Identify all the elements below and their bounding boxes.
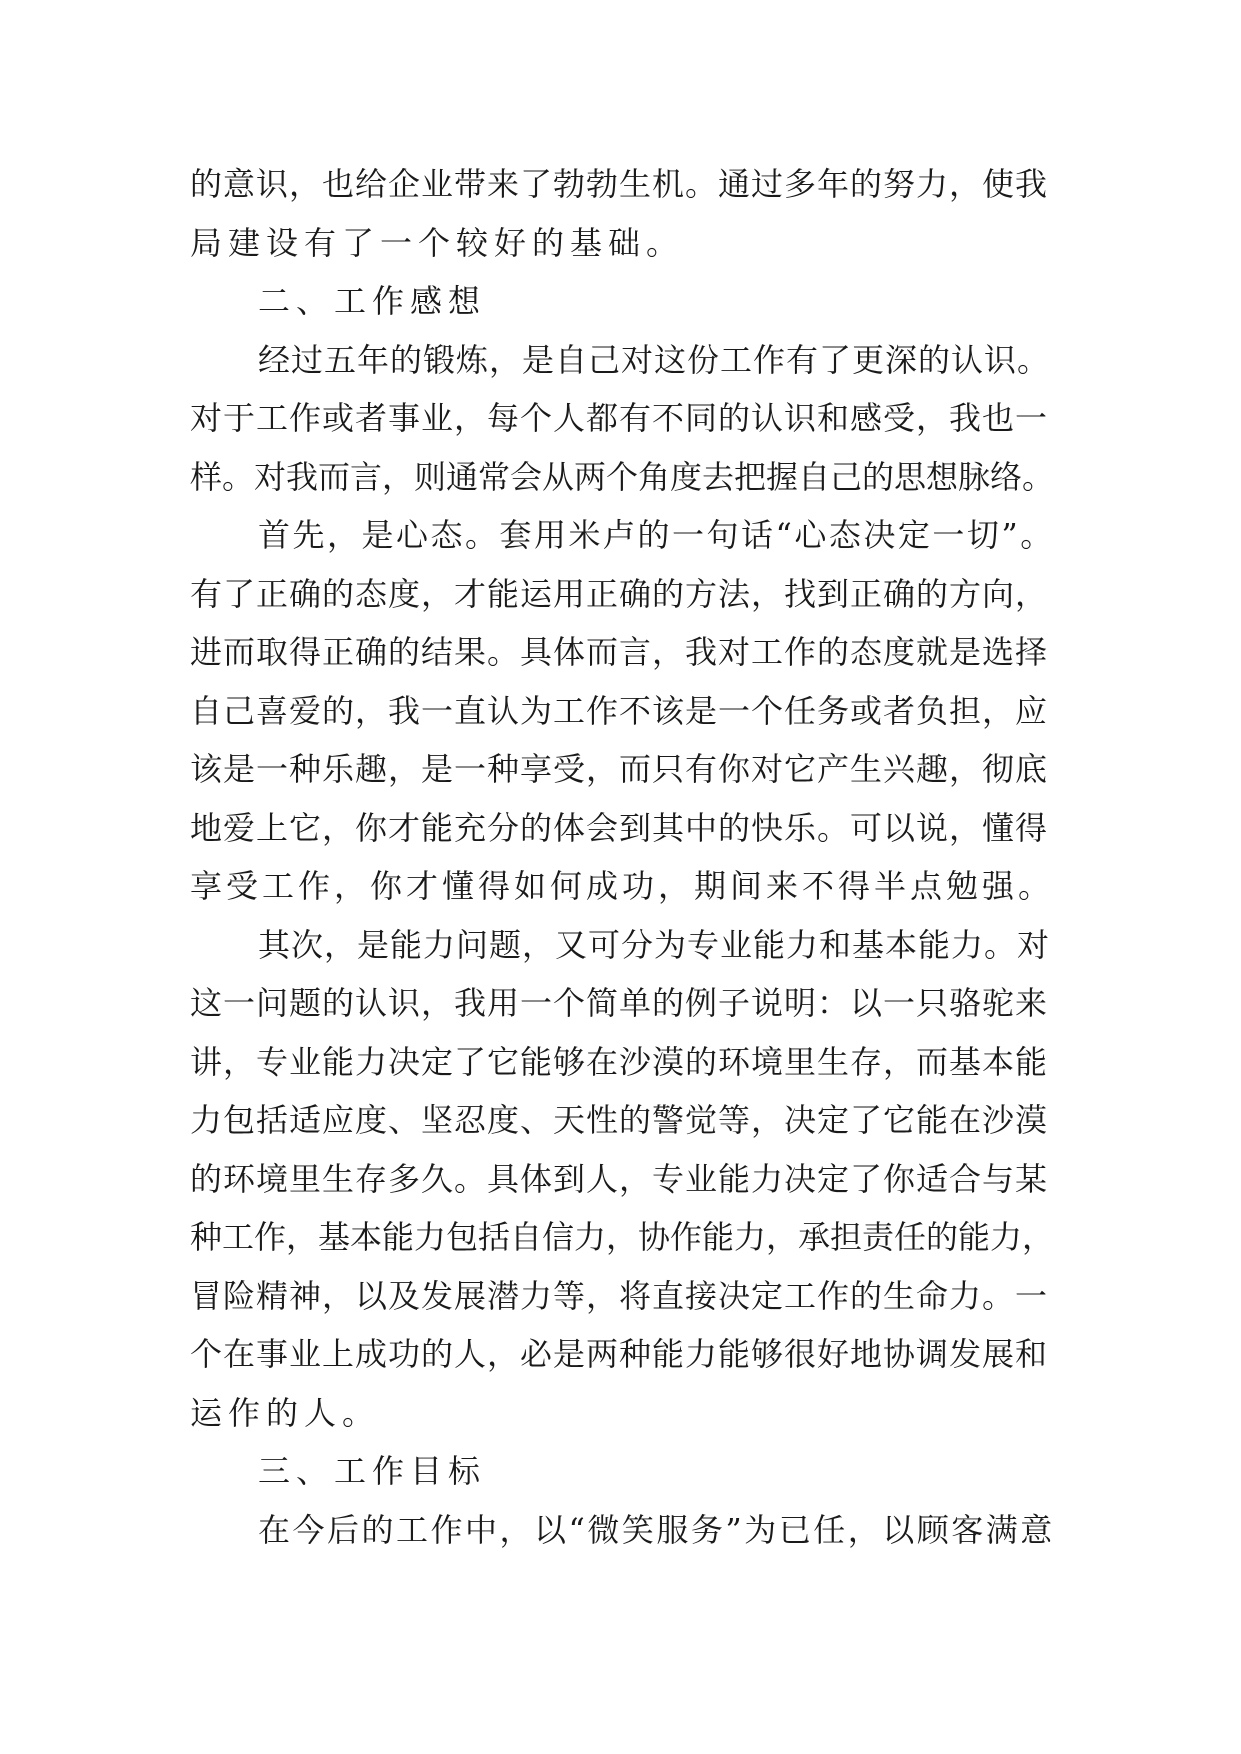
text-line: 的意识，也给企业带来了勃勃生机。通过多年的努力，使我 bbox=[190, 165, 1049, 203]
text-line: 力包括适应度、坚忍度、天性的警觉等，决定了它能在沙漠 bbox=[190, 1101, 1049, 1139]
text-line: 讲，专业能力决定了它能够在沙漠的环境里生存，而基本能 bbox=[190, 1042, 1049, 1081]
text-line: 经过五年的锻炼，是自己对这份工作有了更深的认识。 bbox=[258, 340, 1051, 379]
text-line: 其次，是能力问题，又可分为专业能力和基本能力。对 bbox=[258, 925, 1051, 964]
text-line: 有了正确的态度，才能运用正确的方法，找到正确的方向， bbox=[190, 574, 1049, 613]
text-line: 二、工作感想 bbox=[258, 282, 487, 320]
text-line: 这一问题的认识，我用一个简单的例子说明：以一只骆驼来 bbox=[190, 984, 1049, 1022]
text-line: 进而取得正确的结果。具体而言，我对工作的态度就是选择 bbox=[190, 633, 1049, 671]
text-line: 该是一种乐趣，是一种享受，而只有你对它产生兴趣，彻底 bbox=[190, 750, 1049, 788]
body-text bbox=[190, 155, 1060, 1559]
text-line: 在今后的工作中，以“微笑服务”为已任，以顾客满意 bbox=[258, 1510, 1055, 1549]
text-line: 三、工作目标 bbox=[258, 1452, 487, 1490]
text-line: 冒险精神，以及发展潜力等，将直接决定工作的生命力。一 bbox=[190, 1276, 1049, 1315]
text-line: 首先，是心态。套用米卢的一句话“心态决定一切”。 bbox=[258, 516, 1055, 554]
text-line: 享受工作，你才懂得如何成功，期间来不得半点勉强。 bbox=[190, 867, 1055, 905]
text-line: 运作的人。 bbox=[190, 1393, 381, 1432]
text-line: 样。对我而言，则通常会从两个角度去把握自己的思想脉络。 bbox=[190, 457, 1055, 496]
text-line: 对于工作或者事业，每个人都有不同的认识和感受，我也一 bbox=[190, 399, 1049, 437]
text-line: 局建设有了一个较好的基础。 bbox=[190, 223, 685, 262]
text-line: 的环境里生存多久。具体到人，专业能力决定了你适合与某 bbox=[190, 1159, 1049, 1198]
text-line: 种工作，基本能力包括自信力，协作能力，承担责任的能力， bbox=[190, 1218, 1055, 1256]
text-line: 自己喜爱的，我一直认为工作不该是一个任务或者负担，应 bbox=[190, 691, 1049, 730]
text-line: 个在事业上成功的人，必是两种能力能够很好地协调发展和 bbox=[190, 1335, 1049, 1373]
text-line: 地爱上它，你才能充分的体会到其中的快乐。可以说，懂得 bbox=[190, 808, 1049, 847]
